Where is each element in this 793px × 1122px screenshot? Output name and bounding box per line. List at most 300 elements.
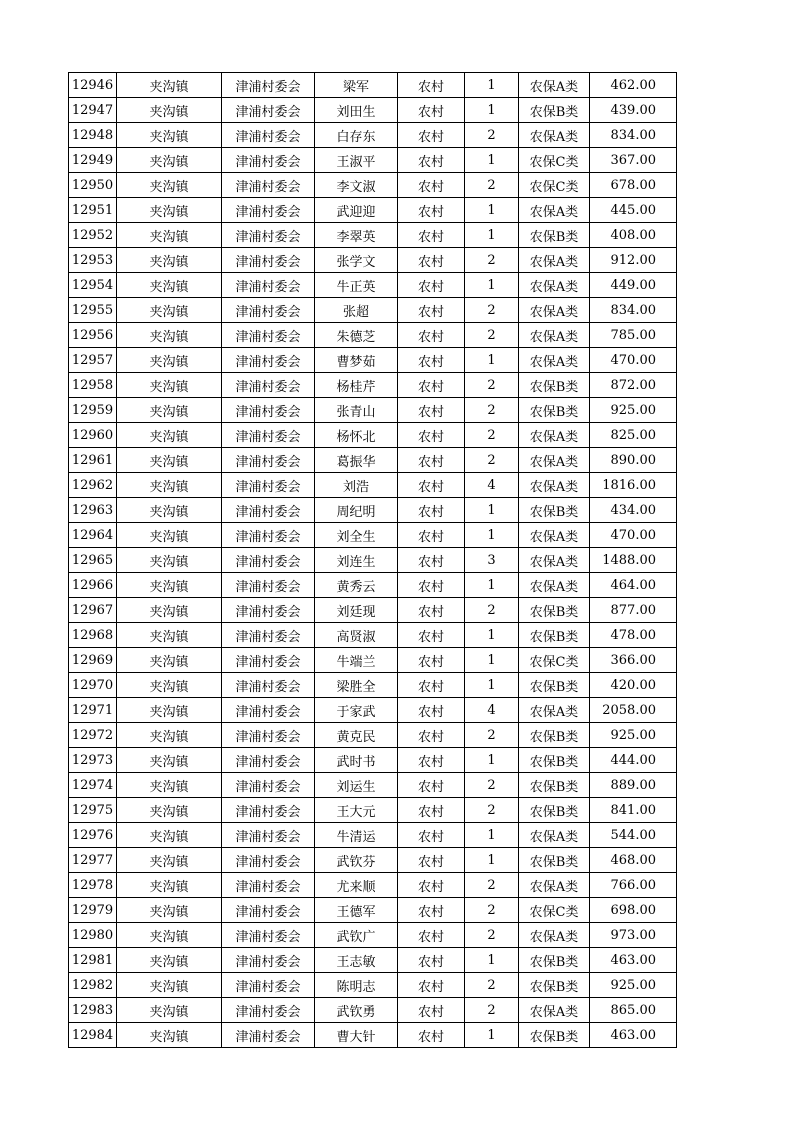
record-id-cell: 12982	[69, 973, 117, 998]
town-cell: 夹沟镇	[117, 373, 222, 398]
amount-cell: 841.00	[590, 798, 677, 823]
amount-cell: 834.00	[590, 123, 677, 148]
village-committee-cell: 津浦村委会	[222, 898, 315, 923]
household-size-cell: 2	[465, 798, 519, 823]
table-row	[69, 673, 677, 698]
insurance-category-cell: 农保B类	[519, 623, 590, 648]
village-committee-cell: 津浦村委会	[222, 948, 315, 973]
record-id-cell: 12956	[69, 323, 117, 348]
insurance-category-cell: 农保B类	[519, 498, 590, 523]
record-id-cell: 12951	[69, 198, 117, 223]
table-row	[69, 323, 677, 348]
insurance-category-cell: 农保B类	[519, 748, 590, 773]
household-size-cell: 2	[465, 173, 519, 198]
town-cell: 夹沟镇	[117, 798, 222, 823]
household-type-cell: 农村	[398, 523, 465, 548]
person-name-cell: 尤来顺	[315, 873, 398, 898]
insurance-category-cell: 农保B类	[519, 1023, 590, 1048]
town-cell: 夹沟镇	[117, 848, 222, 873]
insurance-category-cell: 农保B类	[519, 848, 590, 873]
amount-cell: 825.00	[590, 423, 677, 448]
household-type-cell: 农村	[398, 648, 465, 673]
household-size-cell: 1	[465, 573, 519, 598]
table-row	[69, 748, 677, 773]
table-row	[69, 448, 677, 473]
household-type-cell: 农村	[398, 398, 465, 423]
household-size-cell: 1	[465, 648, 519, 673]
town-cell: 夹沟镇	[117, 398, 222, 423]
household-size-cell: 2	[465, 323, 519, 348]
person-name-cell: 曹梦茹	[315, 348, 398, 373]
person-name-cell: 武钦勇	[315, 998, 398, 1023]
person-name-cell: 刘田生	[315, 98, 398, 123]
amount-cell: 973.00	[590, 923, 677, 948]
household-type-cell: 农村	[398, 973, 465, 998]
village-committee-cell: 津浦村委会	[222, 773, 315, 798]
town-cell: 夹沟镇	[117, 523, 222, 548]
table-row	[69, 523, 677, 548]
person-name-cell: 李翠英	[315, 223, 398, 248]
amount-cell: 877.00	[590, 598, 677, 623]
amount-cell: 865.00	[590, 998, 677, 1023]
record-id-cell: 12979	[69, 898, 117, 923]
person-name-cell: 葛振华	[315, 448, 398, 473]
household-type-cell: 农村	[398, 73, 465, 98]
insurance-category-cell: 农保A类	[519, 298, 590, 323]
insurance-category-cell: 农保A类	[519, 248, 590, 273]
person-name-cell: 刘廷现	[315, 598, 398, 623]
table-row	[69, 473, 677, 498]
village-committee-cell: 津浦村委会	[222, 273, 315, 298]
household-size-cell: 4	[465, 473, 519, 498]
household-size-cell: 1	[465, 748, 519, 773]
insurance-category-cell: 农保C类	[519, 898, 590, 923]
insurance-category-cell: 农保B类	[519, 373, 590, 398]
table-row	[69, 173, 677, 198]
household-size-cell: 2	[465, 998, 519, 1023]
person-name-cell: 王志敏	[315, 948, 398, 973]
amount-cell: 420.00	[590, 673, 677, 698]
insurance-category-cell: 农保C类	[519, 648, 590, 673]
table-row	[69, 198, 677, 223]
person-name-cell: 梁军	[315, 73, 398, 98]
insurance-category-cell: 农保B类	[519, 973, 590, 998]
record-id-cell: 12953	[69, 248, 117, 273]
amount-cell: 834.00	[590, 298, 677, 323]
village-committee-cell: 津浦村委会	[222, 823, 315, 848]
record-id-cell: 12964	[69, 523, 117, 548]
household-type-cell: 农村	[398, 298, 465, 323]
person-name-cell: 刘全生	[315, 523, 398, 548]
person-name-cell: 王德军	[315, 898, 398, 923]
household-size-cell: 1	[465, 148, 519, 173]
town-cell: 夹沟镇	[117, 273, 222, 298]
town-cell: 夹沟镇	[117, 348, 222, 373]
table-row	[69, 648, 677, 673]
household-type-cell: 农村	[398, 623, 465, 648]
insurance-category-cell: 农保C类	[519, 148, 590, 173]
table-row	[69, 373, 677, 398]
records-table-body	[69, 73, 677, 1048]
household-size-cell: 1	[465, 273, 519, 298]
table-row	[69, 398, 677, 423]
insurance-category-cell: 农保B类	[519, 948, 590, 973]
household-type-cell: 农村	[398, 223, 465, 248]
record-id-cell: 12946	[69, 73, 117, 98]
town-cell: 夹沟镇	[117, 873, 222, 898]
record-id-cell: 12963	[69, 498, 117, 523]
village-committee-cell: 津浦村委会	[222, 648, 315, 673]
household-size-cell: 2	[465, 598, 519, 623]
record-id-cell: 12974	[69, 773, 117, 798]
table-row	[69, 273, 677, 298]
household-type-cell: 农村	[398, 423, 465, 448]
village-committee-cell: 津浦村委会	[222, 973, 315, 998]
household-type-cell: 农村	[398, 898, 465, 923]
town-cell: 夹沟镇	[117, 123, 222, 148]
town-cell: 夹沟镇	[117, 1023, 222, 1048]
village-committee-cell: 津浦村委会	[222, 173, 315, 198]
amount-cell: 434.00	[590, 498, 677, 523]
town-cell: 夹沟镇	[117, 923, 222, 948]
person-name-cell: 武迎迎	[315, 198, 398, 223]
insurance-category-cell: 农保A类	[519, 998, 590, 1023]
table-row	[69, 348, 677, 373]
insurance-category-cell: 农保A类	[519, 923, 590, 948]
household-size-cell: 2	[465, 973, 519, 998]
household-size-cell: 2	[465, 248, 519, 273]
person-name-cell: 刘连生	[315, 548, 398, 573]
table-row	[69, 98, 677, 123]
village-committee-cell: 津浦村委会	[222, 548, 315, 573]
record-id-cell: 12981	[69, 948, 117, 973]
insurance-category-cell: 农保B类	[519, 723, 590, 748]
amount-cell: 478.00	[590, 623, 677, 648]
household-size-cell: 4	[465, 698, 519, 723]
table-row	[69, 123, 677, 148]
insurance-category-cell: 农保A类	[519, 573, 590, 598]
amount-cell: 470.00	[590, 348, 677, 373]
village-committee-cell: 津浦村委会	[222, 373, 315, 398]
insurance-category-cell: 农保B类	[519, 98, 590, 123]
household-size-cell: 2	[465, 423, 519, 448]
village-committee-cell: 津浦村委会	[222, 598, 315, 623]
table-row	[69, 698, 677, 723]
village-committee-cell: 津浦村委会	[222, 298, 315, 323]
household-type-cell: 农村	[398, 148, 465, 173]
insurance-category-cell: 农保A类	[519, 823, 590, 848]
household-size-cell: 2	[465, 373, 519, 398]
record-id-cell: 12947	[69, 98, 117, 123]
insurance-category-cell: 农保B类	[519, 773, 590, 798]
household-type-cell: 农村	[398, 873, 465, 898]
village-committee-cell: 津浦村委会	[222, 523, 315, 548]
insurance-category-cell: 农保A类	[519, 698, 590, 723]
town-cell: 夹沟镇	[117, 473, 222, 498]
record-id-cell: 12977	[69, 848, 117, 873]
household-size-cell: 3	[465, 548, 519, 573]
record-id-cell: 12950	[69, 173, 117, 198]
table-row	[69, 623, 677, 648]
record-id-cell: 12984	[69, 1023, 117, 1048]
village-committee-cell: 津浦村委会	[222, 223, 315, 248]
record-id-cell: 12965	[69, 548, 117, 573]
village-committee-cell: 津浦村委会	[222, 398, 315, 423]
record-id-cell: 12962	[69, 473, 117, 498]
insurance-category-cell: 农保A类	[519, 198, 590, 223]
amount-cell: 889.00	[590, 773, 677, 798]
record-id-cell: 12978	[69, 873, 117, 898]
person-name-cell: 刘运生	[315, 773, 398, 798]
record-id-cell: 12954	[69, 273, 117, 298]
record-id-cell: 12980	[69, 923, 117, 948]
household-size-cell: 1	[465, 73, 519, 98]
household-type-cell: 农村	[398, 198, 465, 223]
town-cell: 夹沟镇	[117, 498, 222, 523]
person-name-cell: 武钦芬	[315, 848, 398, 873]
insurance-category-cell: 农保C类	[519, 173, 590, 198]
town-cell: 夹沟镇	[117, 698, 222, 723]
table-row	[69, 948, 677, 973]
town-cell: 夹沟镇	[117, 573, 222, 598]
town-cell: 夹沟镇	[117, 298, 222, 323]
amount-cell: 544.00	[590, 823, 677, 848]
amount-cell: 445.00	[590, 198, 677, 223]
table-row	[69, 573, 677, 598]
household-size-cell: 1	[465, 198, 519, 223]
household-size-cell: 2	[465, 298, 519, 323]
amount-cell: 470.00	[590, 523, 677, 548]
village-committee-cell: 津浦村委会	[222, 723, 315, 748]
person-name-cell: 杨怀北	[315, 423, 398, 448]
table-row	[69, 898, 677, 923]
table-row	[69, 798, 677, 823]
record-id-cell: 12967	[69, 598, 117, 623]
insurance-category-cell: 农保A类	[519, 348, 590, 373]
records-table	[68, 72, 677, 1048]
town-cell: 夹沟镇	[117, 773, 222, 798]
household-type-cell: 农村	[398, 123, 465, 148]
household-size-cell: 2	[465, 773, 519, 798]
table-row	[69, 723, 677, 748]
amount-cell: 463.00	[590, 948, 677, 973]
table-row	[69, 848, 677, 873]
household-size-cell: 2	[465, 123, 519, 148]
insurance-category-cell: 农保A类	[519, 423, 590, 448]
household-type-cell: 农村	[398, 823, 465, 848]
household-size-cell: 2	[465, 448, 519, 473]
town-cell: 夹沟镇	[117, 173, 222, 198]
record-id-cell: 12976	[69, 823, 117, 848]
person-name-cell: 王淑平	[315, 148, 398, 173]
record-id-cell: 12968	[69, 623, 117, 648]
town-cell: 夹沟镇	[117, 673, 222, 698]
person-name-cell: 牛端兰	[315, 648, 398, 673]
record-id-cell: 12948	[69, 123, 117, 148]
village-committee-cell: 津浦村委会	[222, 198, 315, 223]
record-id-cell: 12970	[69, 673, 117, 698]
amount-cell: 872.00	[590, 373, 677, 398]
village-committee-cell: 津浦村委会	[222, 123, 315, 148]
person-name-cell: 张学文	[315, 248, 398, 273]
amount-cell: 468.00	[590, 848, 677, 873]
village-committee-cell: 津浦村委会	[222, 923, 315, 948]
town-cell: 夹沟镇	[117, 948, 222, 973]
household-type-cell: 农村	[398, 548, 465, 573]
person-name-cell: 刘浩	[315, 473, 398, 498]
village-committee-cell: 津浦村委会	[222, 98, 315, 123]
amount-cell: 912.00	[590, 248, 677, 273]
village-committee-cell: 津浦村委会	[222, 698, 315, 723]
village-committee-cell: 津浦村委会	[222, 448, 315, 473]
household-type-cell: 农村	[398, 998, 465, 1023]
amount-cell: 766.00	[590, 873, 677, 898]
household-type-cell: 农村	[398, 723, 465, 748]
household-size-cell: 1	[465, 823, 519, 848]
record-id-cell: 12966	[69, 573, 117, 598]
record-id-cell: 12955	[69, 298, 117, 323]
insurance-category-cell: 农保B类	[519, 598, 590, 623]
household-type-cell: 农村	[398, 448, 465, 473]
amount-cell: 925.00	[590, 723, 677, 748]
table-row	[69, 548, 677, 573]
table-row	[69, 248, 677, 273]
record-id-cell: 12957	[69, 348, 117, 373]
insurance-category-cell: 农保A类	[519, 548, 590, 573]
household-size-cell: 2	[465, 873, 519, 898]
village-committee-cell: 津浦村委会	[222, 673, 315, 698]
table-row	[69, 823, 677, 848]
household-type-cell: 农村	[398, 698, 465, 723]
amount-cell: 1816.00	[590, 473, 677, 498]
household-size-cell: 1	[465, 848, 519, 873]
person-name-cell: 梁胜全	[315, 673, 398, 698]
household-type-cell: 农村	[398, 673, 465, 698]
person-name-cell: 陈明志	[315, 973, 398, 998]
amount-cell: 444.00	[590, 748, 677, 773]
town-cell: 夹沟镇	[117, 598, 222, 623]
town-cell: 夹沟镇	[117, 898, 222, 923]
person-name-cell: 武钦广	[315, 923, 398, 948]
town-cell: 夹沟镇	[117, 148, 222, 173]
town-cell: 夹沟镇	[117, 998, 222, 1023]
table-row	[69, 223, 677, 248]
insurance-category-cell: 农保B类	[519, 223, 590, 248]
town-cell: 夹沟镇	[117, 248, 222, 273]
village-committee-cell: 津浦村委会	[222, 848, 315, 873]
village-committee-cell: 津浦村委会	[222, 573, 315, 598]
town-cell: 夹沟镇	[117, 448, 222, 473]
amount-cell: 464.00	[590, 573, 677, 598]
amount-cell: 890.00	[590, 448, 677, 473]
amount-cell: 366.00	[590, 648, 677, 673]
household-type-cell: 农村	[398, 323, 465, 348]
record-id-cell: 12960	[69, 423, 117, 448]
table-row	[69, 998, 677, 1023]
table-row	[69, 1023, 677, 1048]
record-id-cell: 12949	[69, 148, 117, 173]
village-committee-cell: 津浦村委会	[222, 873, 315, 898]
town-cell: 夹沟镇	[117, 198, 222, 223]
table-row	[69, 973, 677, 998]
household-size-cell: 1	[465, 348, 519, 373]
household-type-cell: 农村	[398, 748, 465, 773]
insurance-category-cell: 农保B类	[519, 398, 590, 423]
household-size-cell: 2	[465, 723, 519, 748]
person-name-cell: 曹大针	[315, 1023, 398, 1048]
amount-cell: 678.00	[590, 173, 677, 198]
village-committee-cell: 津浦村委会	[222, 798, 315, 823]
insurance-category-cell: 农保A类	[519, 123, 590, 148]
table-row	[69, 773, 677, 798]
village-committee-cell: 津浦村委会	[222, 498, 315, 523]
town-cell: 夹沟镇	[117, 323, 222, 348]
household-type-cell: 农村	[398, 948, 465, 973]
person-name-cell: 白存东	[315, 123, 398, 148]
household-size-cell: 1	[465, 623, 519, 648]
household-type-cell: 农村	[398, 248, 465, 273]
household-size-cell: 2	[465, 923, 519, 948]
insurance-category-cell: 农保A类	[519, 523, 590, 548]
household-type-cell: 农村	[398, 348, 465, 373]
person-name-cell: 黄秀云	[315, 573, 398, 598]
household-size-cell: 2	[465, 398, 519, 423]
person-name-cell: 杨桂芹	[315, 373, 398, 398]
person-name-cell: 李文淑	[315, 173, 398, 198]
amount-cell: 2058.00	[590, 698, 677, 723]
insurance-category-cell: 农保A类	[519, 448, 590, 473]
village-committee-cell: 津浦村委会	[222, 148, 315, 173]
person-name-cell: 张超	[315, 298, 398, 323]
household-size-cell: 1	[465, 223, 519, 248]
insurance-category-cell: 农保A类	[519, 473, 590, 498]
household-type-cell: 农村	[398, 773, 465, 798]
record-id-cell: 12961	[69, 448, 117, 473]
person-name-cell: 张青山	[315, 398, 398, 423]
household-size-cell: 1	[465, 1023, 519, 1048]
amount-cell: 925.00	[590, 398, 677, 423]
town-cell: 夹沟镇	[117, 973, 222, 998]
village-committee-cell: 津浦村委会	[222, 348, 315, 373]
record-id-cell: 12973	[69, 748, 117, 773]
person-name-cell: 于家武	[315, 698, 398, 723]
household-type-cell: 农村	[398, 573, 465, 598]
village-committee-cell: 津浦村委会	[222, 623, 315, 648]
table-row	[69, 498, 677, 523]
village-committee-cell: 津浦村委会	[222, 423, 315, 448]
town-cell: 夹沟镇	[117, 723, 222, 748]
table-row	[69, 298, 677, 323]
household-size-cell: 1	[465, 98, 519, 123]
town-cell: 夹沟镇	[117, 423, 222, 448]
record-id-cell: 12971	[69, 698, 117, 723]
household-type-cell: 农村	[398, 498, 465, 523]
town-cell: 夹沟镇	[117, 223, 222, 248]
household-size-cell: 1	[465, 673, 519, 698]
amount-cell: 785.00	[590, 323, 677, 348]
village-committee-cell: 津浦村委会	[222, 73, 315, 98]
record-id-cell: 12969	[69, 648, 117, 673]
amount-cell: 462.00	[590, 73, 677, 98]
amount-cell: 408.00	[590, 223, 677, 248]
record-id-cell: 12975	[69, 798, 117, 823]
record-id-cell: 12983	[69, 998, 117, 1023]
town-cell: 夹沟镇	[117, 73, 222, 98]
household-type-cell: 农村	[398, 1023, 465, 1048]
amount-cell: 925.00	[590, 973, 677, 998]
household-type-cell: 农村	[398, 173, 465, 198]
table-row	[69, 148, 677, 173]
